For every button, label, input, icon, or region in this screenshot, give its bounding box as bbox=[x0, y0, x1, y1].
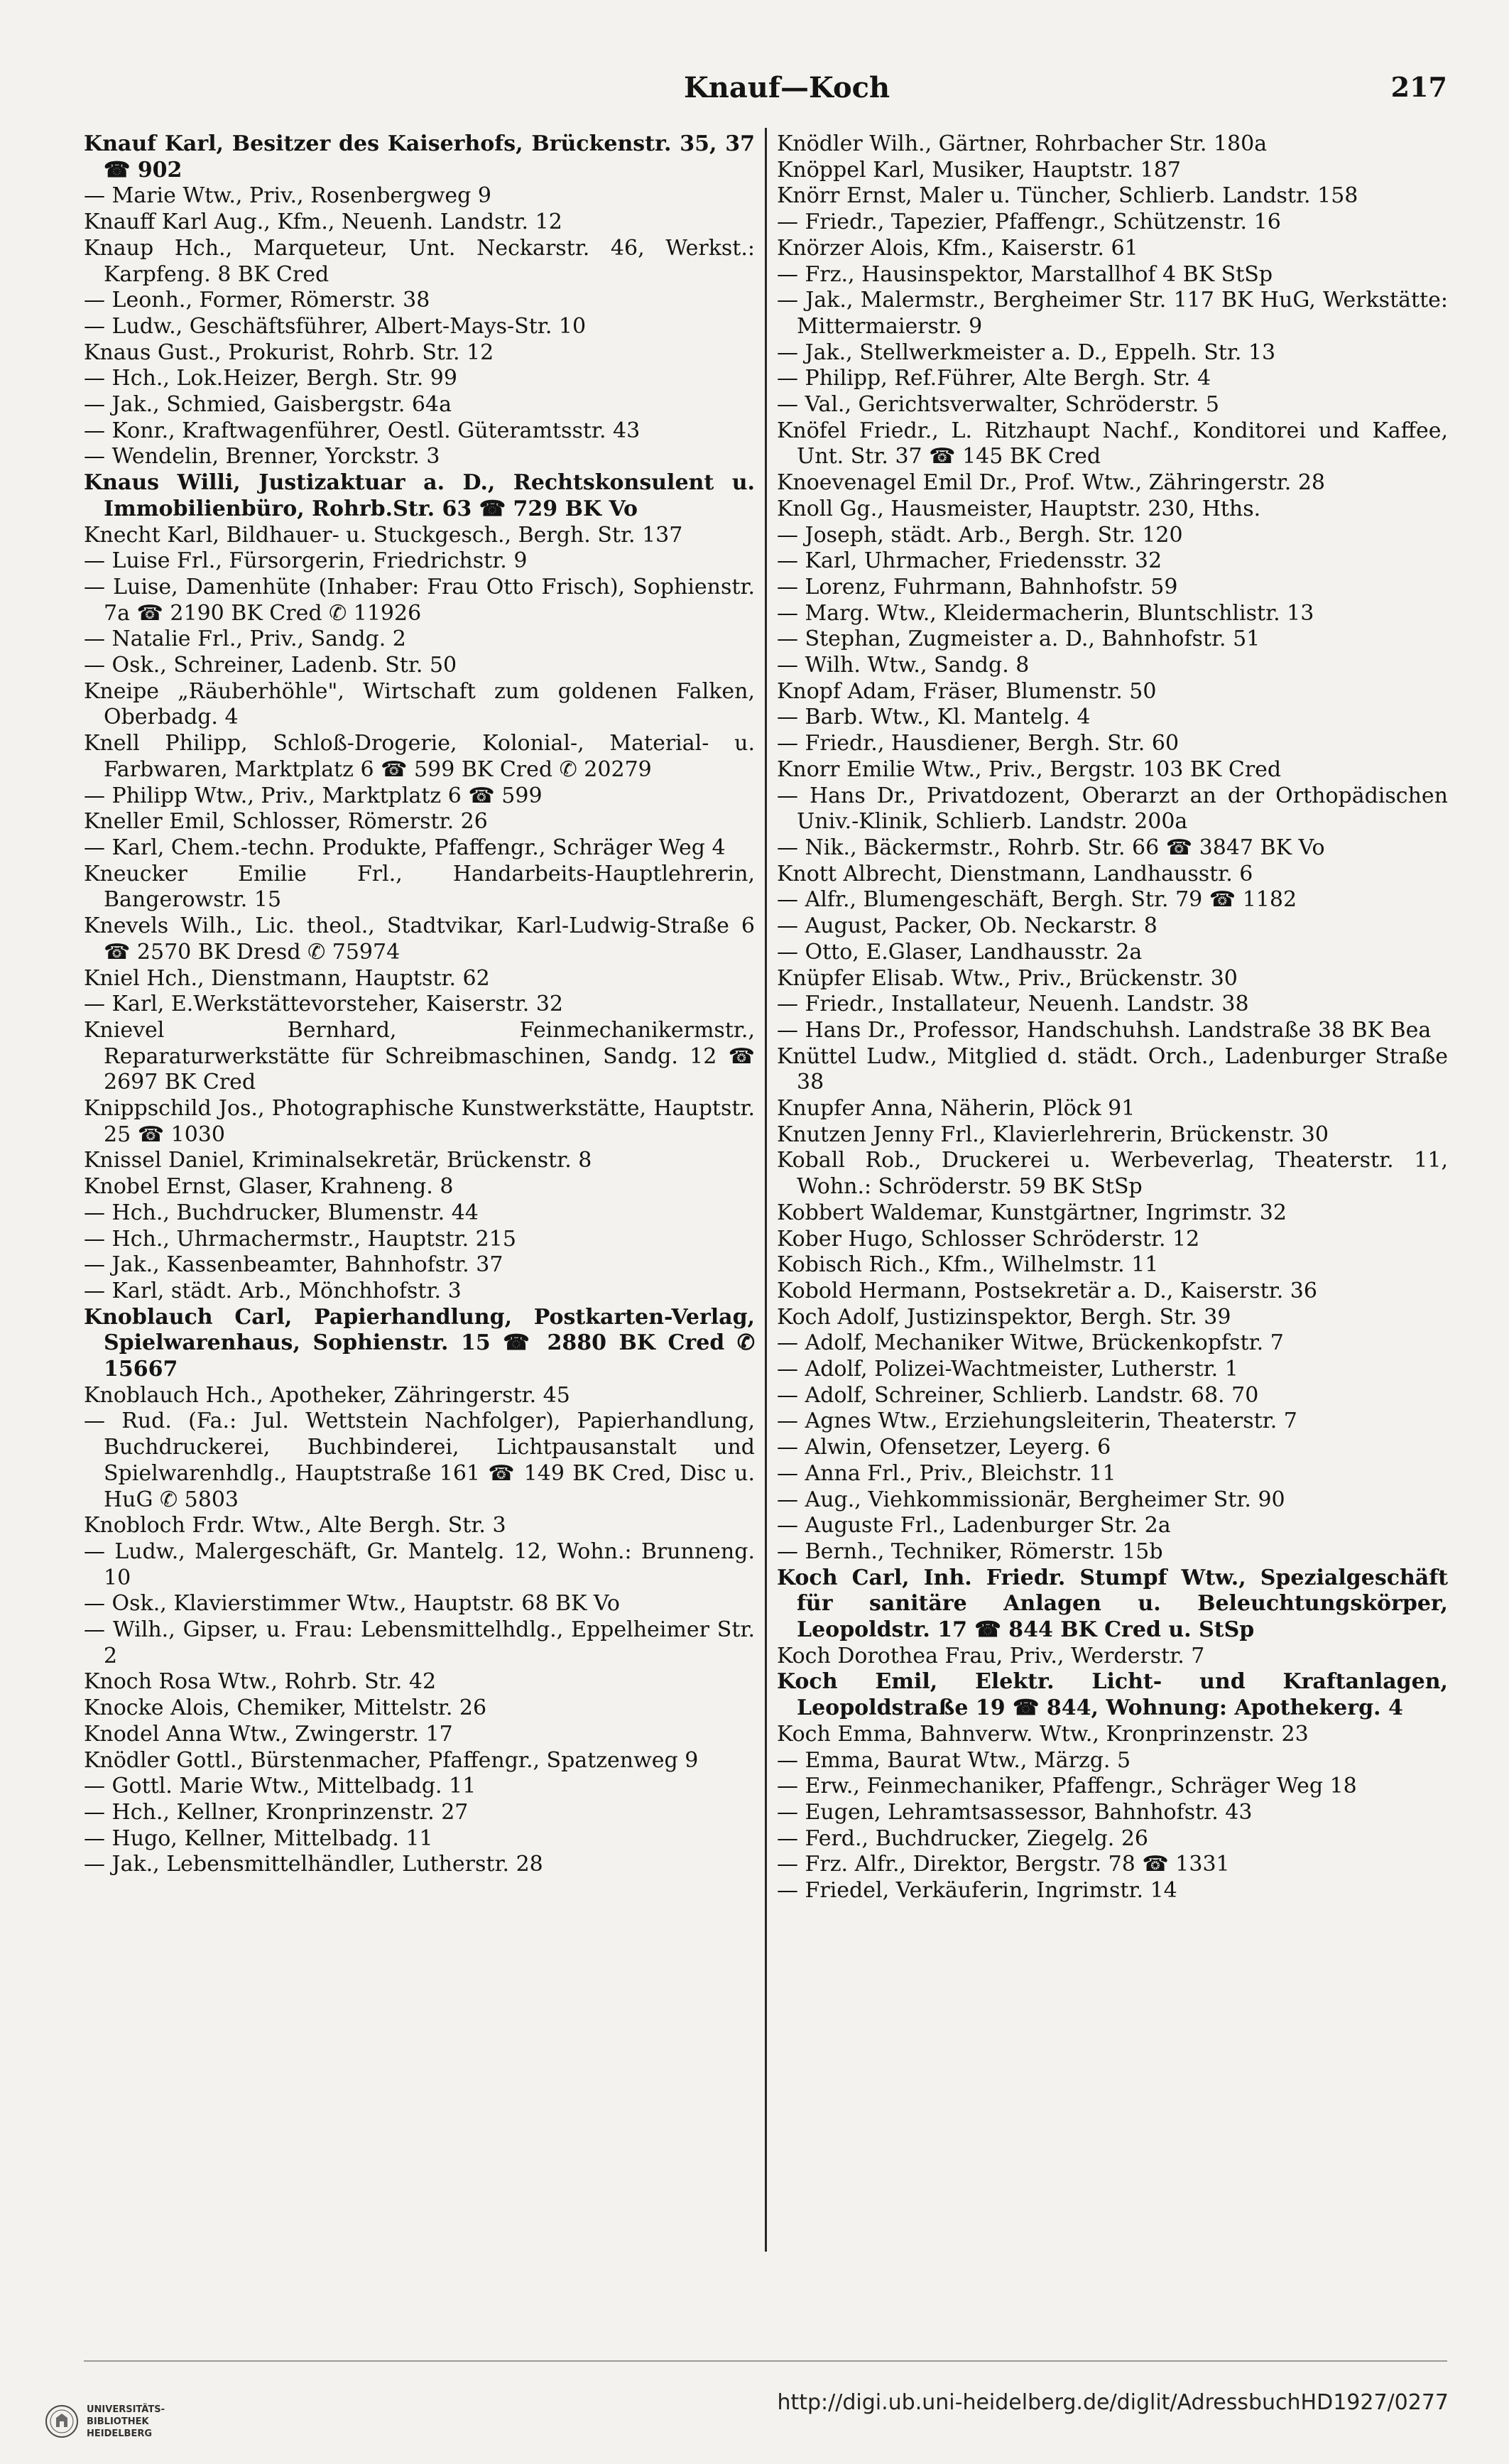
right-column-entry: — Jak., Stellwerkmeister a. D., Eppelh. Str. 13 bbox=[777, 340, 1276, 365]
right-column-entry: Knörr Ernst, Maler u. Tüncher, Schlierb. Landstr. 158 bbox=[777, 183, 1358, 209]
left-column-entry: Knecht Karl, Bildhauer- u. Stuckgesch., Bergh. Str. 137 bbox=[84, 522, 683, 548]
left-column-entry: — Hch., Buchdrucker, Blumenstr. 44 bbox=[84, 1200, 479, 1225]
right-column-entry: Koch Emil, Elektr. Licht- und Kraftanlagen, Leopoldstraße 19 ☎ 844, Wohnung: Apothekerg. 4 bbox=[777, 1669, 1448, 1721]
left-column-entry: Knödler Gottl., Bürstenmacher, Pfaffengr., Spatzenweg 9 bbox=[84, 1747, 699, 1773]
left-column-entry: Kniel Hch., Dienstmann, Hauptstr. 62 bbox=[84, 965, 490, 991]
right-column-entry: — Adolf, Schreiner, Schlierb. Landstr. 68. 70 bbox=[777, 1382, 1259, 1408]
left-column-entry: — Karl, E.Werkstättevorsteher, Kaiserstr. 32 bbox=[84, 992, 564, 1017]
right-column-entry: — Aug., Viehkommissionär, Bergheimer Str. 90 bbox=[777, 1487, 1285, 1512]
right-column-entry: — Wilh. Wtw., Sandg. 8 bbox=[777, 653, 1030, 678]
right-column-entry: Koch Dorothea Frau, Priv., Werderstr. 7 bbox=[777, 1643, 1205, 1668]
right-column-entry: — Adolf, Polizei-Wachtmeister, Lutherstr. 1 bbox=[777, 1357, 1238, 1382]
left-column-entry: Kneller Emil, Schlosser, Römerstr. 26 bbox=[84, 809, 488, 835]
left-column-entry: Kneipe „Räuberhöhle", Wirtschaft zum goldenen Falken, Oberbadg. 4 bbox=[84, 678, 755, 730]
right-column-entry: Knöppel Karl, Musiker, Hauptstr. 187 bbox=[777, 157, 1181, 183]
left-column-entry: — Hch., Kellner, Kronprinzenstr. 27 bbox=[84, 1800, 469, 1825]
left-column-entry: — Leonh., Former, Römerstr. 38 bbox=[84, 288, 430, 313]
right-column-entry: — Friedr., Installateur, Neuenh. Landstr. 38 bbox=[777, 992, 1249, 1017]
right-column-entry: Koch Carl, Inh. Friedr. Stumpf Wtw., Spezialgeschäft für sanitäre Anlagen u. Beleuchtungskörper, Leopoldstr. 17 ☎ 844 BK Cred u. StSp bbox=[777, 1565, 1448, 1643]
footer-divider bbox=[84, 2360, 1447, 2362]
left-column-entry: Knauf Karl, Besitzer des Kaiserhofs, Brückenstr. 35, 37 ☎ 902 bbox=[84, 131, 755, 183]
right-column-entry: — Stephan, Zugmeister a. D., Bahnhofstr. 51 bbox=[777, 626, 1260, 652]
left-column-entry: — Natalie Frl., Priv., Sandg. 2 bbox=[84, 626, 406, 652]
right-column-entry: Knorr Emilie Wtw., Priv., Bergstr. 103 BK Cred bbox=[777, 756, 1282, 782]
left-column-entry: — Rud. (Fa.: Jul. Wettstein Nachfolger), Papierhandlung, Buchdruckerei, Buchbinderei, Lichtpausanstalt und Spielwarenhdlg., Hauptstraße 161 ☎ 149 BK Cred, Disc u. HuG ✆ 5803 bbox=[84, 1409, 755, 1512]
right-column-entry: — Alfr., Blumengeschäft, Bergh. Str. 79 ☎ 1182 bbox=[777, 887, 1297, 913]
left-column bbox=[84, 131, 755, 2255]
left-column-entry: — Konr., Kraftwagenführer, Oestl. Güteramtsstr. 43 bbox=[84, 418, 641, 443]
right-column-entry: Knüttel Ludw., Mitglied d. städt. Orch., Ladenburger Straße 38 bbox=[777, 1043, 1448, 1095]
left-column-entry: Knaus Willi, Justizaktuar a. D., Rechtskonsulent u. Immobilienbüro, Rohrb.Str. 63 ☎ 729 BK Vo bbox=[84, 470, 755, 521]
library-name: UNIVERSITÄTS- BIBLIOTHEK HEIDELBERG bbox=[87, 2404, 165, 2439]
left-column-entry: — Philipp Wtw., Priv., Marktplatz 6 ☎ 599 bbox=[84, 783, 543, 808]
left-column-entry: — Ludw., Geschäftsführer, Albert-Mays-Str. 10 bbox=[84, 313, 587, 339]
left-column-entry: — Jak., Kassenbeamter, Bahnhofstr. 37 bbox=[84, 1252, 503, 1278]
right-column-entry: — Friedr., Hausdiener, Bergh. Str. 60 bbox=[777, 731, 1180, 756]
left-column-entry: — Ludw., Malergeschäft, Gr. Mantelg. 12, Wohn.: Brunneng. 10 bbox=[84, 1538, 755, 1590]
right-column-entry: — August, Packer, Ob. Neckarstr. 8 bbox=[777, 913, 1157, 939]
left-column-entry: Knissel Daniel, Kriminalsekretär, Brückenstr. 8 bbox=[84, 1148, 592, 1173]
right-column-entry: — Marg. Wtw., Kleidermacherin, Bluntschlistr. 13 bbox=[777, 600, 1314, 626]
right-column-entry: — Joseph, städt. Arb., Bergh. Str. 120 bbox=[777, 522, 1183, 548]
right-column-entry: Knupfer Anna, Näherin, Plöck 91 bbox=[777, 1096, 1135, 1122]
right-column-entry: Knörzer Alois, Kfm., Kaiserstr. 61 bbox=[777, 235, 1138, 261]
university-seal-icon bbox=[44, 2404, 80, 2439]
left-column-entry: — Wendelin, Brenner, Yorckstr. 3 bbox=[84, 444, 440, 470]
left-column-entry: Knaup Hch., Marqueteur, Unt. Neckarstr. 46, Werkst.: Karpfeng. 8 BK Cred bbox=[84, 235, 755, 287]
left-column-entry: — Jak., Lebensmittelhändler, Lutherstr. 28 bbox=[84, 1852, 543, 1877]
right-column-entry: Koch Adolf, Justizinspektor, Bergh. Str. 39 bbox=[777, 1304, 1231, 1330]
left-column-entry: — Karl, Chem.-techn. Produkte, Pfaffengr., Schräger Weg 4 bbox=[84, 835, 726, 860]
column-divider bbox=[765, 128, 767, 2252]
right-column-entry: Knopf Adam, Fräser, Blumenstr. 50 bbox=[777, 678, 1157, 704]
left-column-entry: — Hch., Uhrmachermstr., Hauptstr. 215 bbox=[84, 1226, 516, 1252]
left-column-entry: — Luise Frl., Fürsorgerin, Friedrichstr. 9 bbox=[84, 548, 528, 574]
left-column-entry: Knevels Wilh., Lic. theol., Stadtvikar, Karl-Ludwig-Straße 6 ☎ 2570 BK Dresd ✆ 75974 bbox=[84, 913, 755, 965]
left-column-entry: — Luise, Damenhüte (Inhaber: Frau Otto Frisch), Sophienstr. 7a ☎ 2190 BK Cred ✆ 11926 bbox=[84, 574, 755, 626]
page-header bbox=[84, 71, 1447, 107]
left-column-entry: — Osk., Klavierstimmer Wtw., Hauptstr. 68 BK Vo bbox=[84, 1591, 620, 1617]
library-logo bbox=[44, 2401, 207, 2445]
right-column-entry: Knott Albrecht, Dienstmann, Landhausstr. 6 bbox=[777, 861, 1253, 886]
right-column-entry: — Bernh., Techniker, Römerstr. 15b bbox=[777, 1538, 1163, 1564]
right-column-entry: Koch Emma, Bahnverw. Wtw., Kronprinzenstr. 23 bbox=[777, 1721, 1309, 1747]
right-column-entry: Knoll Gg., Hausmeister, Hauptstr. 230, Hths. bbox=[777, 496, 1261, 521]
right-column-entry: Knöfel Friedr., L. Ritzhaupt Nachf., Konditorei und Kaffee, Unt. Str. 37 ☎ 145 BK Cred bbox=[777, 418, 1448, 470]
right-column-entry: — Agnes Wtw., Erziehungsleiterin, Theaterstr. 7 bbox=[777, 1409, 1297, 1434]
left-column-entry: Knodel Anna Wtw., Zwingerstr. 17 bbox=[84, 1721, 453, 1747]
right-column-entry: — Jak., Malermstr., Bergheimer Str. 117 BK HuG, Werkstätte: Mittermaierstr. 9 bbox=[777, 288, 1448, 339]
right-column-entry: Koball Rob., Druckerei u. Werbeverlag, Theaterstr. 11, Wohn.: Schröderstr. 59 BK StSp bbox=[777, 1148, 1448, 1200]
right-column-entry: — Hans Dr., Privatdozent, Oberarzt an der Orthopädischen Univ.-Klinik, Schlierb. Landstr. 200a bbox=[777, 783, 1448, 835]
left-column-entry: Knell Philipp, Schloß-Drogerie, Kolonial-, Material- u. Farbwaren, Marktplatz 6 ☎ 599 BK Cred ✆ 20279 bbox=[84, 731, 755, 782]
right-column-entry: — Eugen, Lehramtsassessor, Bahnhofstr. 43 bbox=[777, 1800, 1253, 1825]
left-column-entry: Knoch Rosa Wtw., Rohrb. Str. 42 bbox=[84, 1669, 437, 1695]
right-column-entry: — Nik., Bäckermstr., Rohrb. Str. 66 ☎ 3847 BK Vo bbox=[777, 835, 1325, 860]
right-column-entry: Knutzen Jenny Frl., Klavierlehrerin, Brückenstr. 30 bbox=[777, 1122, 1329, 1147]
left-column-entry: Knoblauch Hch., Apotheker, Zähringerstr. 45 bbox=[84, 1382, 570, 1408]
right-column-entry: — Barb. Wtw., Kl. Mantelg. 4 bbox=[777, 705, 1091, 730]
right-column-entry: — Friedel, Verkäuferin, Ingrimstr. 14 bbox=[777, 1878, 1177, 1904]
right-column-entry: — Emma, Baurat Wtw., Märzg. 5 bbox=[777, 1747, 1131, 1773]
right-column-entry: — Adolf, Mechaniker Witwe, Brückenkopfstr. 7 bbox=[777, 1330, 1284, 1356]
right-column-entry: — Ferd., Buchdrucker, Ziegelg. 26 bbox=[777, 1825, 1149, 1851]
left-column-entry: — Hch., Lok.Heizer, Bergh. Str. 99 bbox=[84, 366, 457, 391]
right-column-entry: — Friedr., Tapezier, Pfaffengr., Schützenstr. 16 bbox=[777, 210, 1281, 235]
right-column-entry: Kober Hugo, Schlosser Schröderstr. 12 bbox=[777, 1226, 1200, 1252]
left-column-entry: — Wilh., Gipser, u. Frau: Lebensmittelhdlg., Eppelheimer Str. 2 bbox=[84, 1617, 755, 1668]
left-column-entry: — Osk., Schreiner, Ladenb. Str. 50 bbox=[84, 653, 457, 678]
left-column-entry: Knobloch Frdr. Wtw., Alte Bergh. Str. 3 bbox=[84, 1513, 506, 1538]
right-column-entry: Knüpfer Elisab. Wtw., Priv., Brückenstr. 30 bbox=[777, 965, 1238, 991]
left-column-entry: — Jak., Schmied, Gaisbergstr. 64a bbox=[84, 392, 452, 418]
right-column-entry: — Hans Dr., Professor, Handschuhsh. Landstraße 38 BK Bea bbox=[777, 1017, 1432, 1043]
right-column-entry: — Anna Frl., Priv., Bleichstr. 11 bbox=[777, 1460, 1116, 1486]
left-column-entry: Knocke Alois, Chemiker, Mittelstr. 26 bbox=[84, 1695, 487, 1721]
right-column-entry: — Val., Gerichtsverwalter, Schröderstr. 5 bbox=[777, 392, 1219, 418]
left-column-entry: — Gottl. Marie Wtw., Mittelbadg. 11 bbox=[84, 1774, 476, 1799]
right-column-entry: Kobisch Rich., Kfm., Wilhelmstr. 11 bbox=[777, 1252, 1159, 1278]
left-column-entry: — Hugo, Kellner, Mittelbadg. 11 bbox=[84, 1825, 433, 1851]
left-column-entry: Knobel Ernst, Glaser, Krahneng. 8 bbox=[84, 1174, 454, 1200]
left-column-entry: — Karl, städt. Arb., Mönchhofstr. 3 bbox=[84, 1278, 462, 1303]
right-column-entry: — Frz., Hausinspektor, Marstallhof 4 BK StSp bbox=[777, 261, 1273, 287]
right-column-entry: — Auguste Frl., Ladenburger Str. 2a bbox=[777, 1513, 1171, 1538]
right-column-entry: — Lorenz, Fuhrmann, Bahnhofstr. 59 bbox=[777, 574, 1178, 599]
left-column-entry: Knievel Bernhard, Feinmechanikermstr., Reparaturwerkstätte für Schreibmaschinen, Sandg. 12 ☎ 2697 BK Cred bbox=[84, 1017, 755, 1095]
right-column-entry: Knoevenagel Emil Dr., Prof. Wtw., Zähringerstr. 28 bbox=[777, 470, 1325, 496]
right-column-entry: Kobold Hermann, Postsekretär a. D., Kaiserstr. 36 bbox=[777, 1278, 1317, 1303]
left-column-entry: — Marie Wtw., Priv., Rosenbergweg 9 bbox=[84, 183, 491, 209]
right-column-entry: Kobbert Waldemar, Kunstgärtner, Ingrimstr. 32 bbox=[777, 1200, 1287, 1225]
left-column-entry: Kneucker Emilie Frl., Handarbeits-Hauptlehrerin, Bangerowstr. 15 bbox=[84, 861, 755, 913]
source-url[interactable]: http://digi.ub.uni-heidelberg.de/diglit/AdressbuchHD1927/0277 bbox=[777, 2390, 1449, 2415]
left-column-entry: Knippschild Jos., Photographische Kunstwerkstätte, Hauptstr. 25 ☎ 1030 bbox=[84, 1096, 755, 1147]
right-column-entry: — Frz. Alfr., Direktor, Bergstr. 78 ☎ 1331 bbox=[777, 1852, 1230, 1877]
right-column bbox=[777, 131, 1448, 2255]
left-column-entry: Knaus Gust., Prokurist, Rohrb. Str. 12 bbox=[84, 340, 494, 365]
running-title: Knauf—Koch bbox=[684, 71, 890, 104]
left-column-entry: Knoblauch Carl, Papierhandlung, Postkarten-Verlag, Spielwarenhaus, Sophienstr. 15 ☎ 2880 BK Cred ✆ 15667 bbox=[84, 1304, 755, 1382]
right-column-entry: Knödler Wilh., Gärtner, Rohrbacher Str. 180a bbox=[777, 131, 1268, 156]
left-column-entry: Knauff Karl Aug., Kfm., Neuenh. Landstr. 12 bbox=[84, 210, 562, 235]
right-column-entry: — Karl, Uhrmacher, Friedensstr. 32 bbox=[777, 548, 1162, 574]
right-column-entry: — Otto, E.Glaser, Landhausstr. 2a bbox=[777, 939, 1143, 965]
right-column-entry: — Philipp, Ref.Führer, Alte Bergh. Str. 4 bbox=[777, 366, 1211, 391]
right-column-entry: — Alwin, Ofensetzer, Leyerg. 6 bbox=[777, 1435, 1111, 1460]
page-number: 217 bbox=[1390, 71, 1447, 103]
right-column-entry: — Erw., Feinmechaniker, Pfaffengr., Schräger Weg 18 bbox=[777, 1774, 1357, 1799]
